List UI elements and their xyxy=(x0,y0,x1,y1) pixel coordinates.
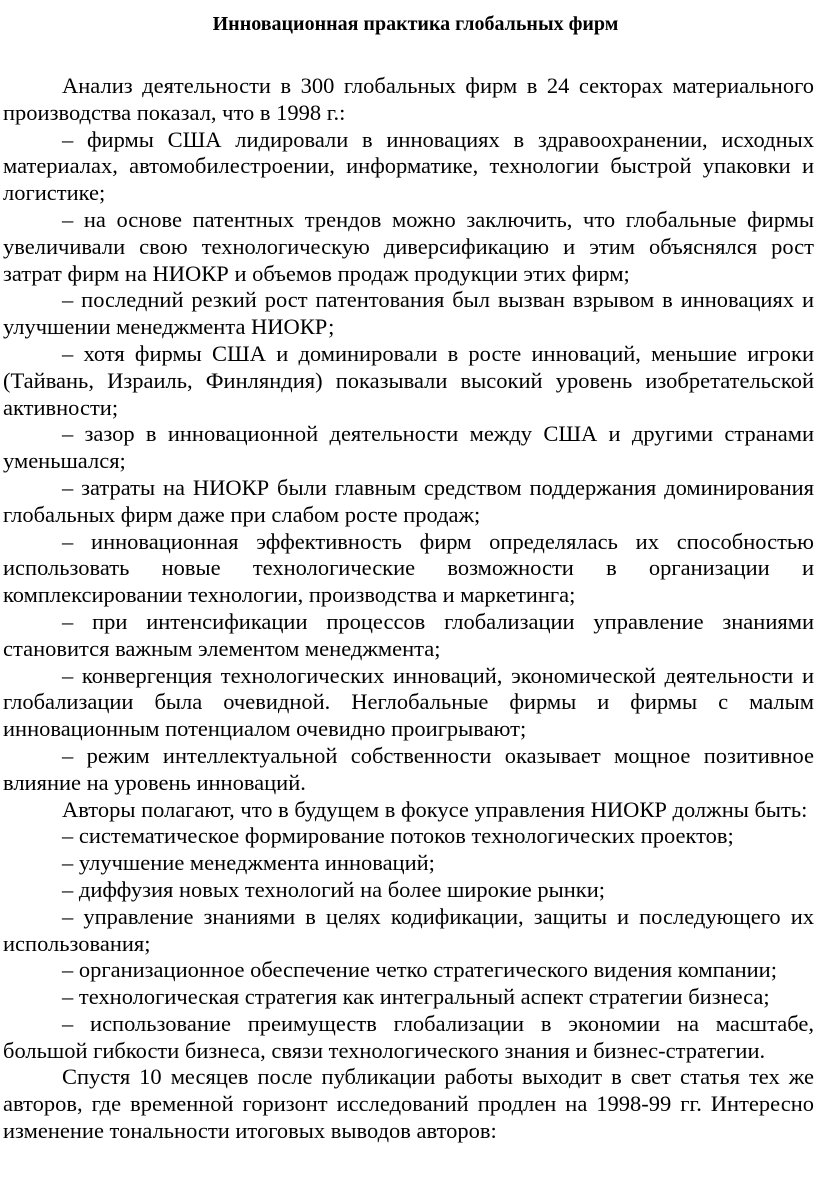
list-item-technology-diffusion: – диффузия новых технологий на более широкие рынки; xyxy=(62,876,606,902)
list-item-convergence: – конвергенция технологических инноваций, экономической деятельности и глобализации была очевидной. Неглобальные фирмы и фирмы с малым инновационным потенциалом очевидно проигрывают; xyxy=(3,662,814,742)
list-item-tech-strategy: – технологическая стратегия как интегральный аспект стратегии бизнеса; xyxy=(62,984,770,1010)
list-item-patent-trends: – на основе патентных трендов можно заключить, что глобальные фирмы увеличивали свою технологическую диверсификацию и этим объяснялся рост затрат фирм на НИОКР и объемов продаж продукции этих фирм; xyxy=(3,206,814,286)
list-item-knowledge-codification: – управление знаниями в целях кодификации, защиты и последующего их использования; xyxy=(3,903,814,956)
list-item-project-streams: – систематическое формирование потоков технологических проектов; xyxy=(62,823,734,849)
list-item-globalization-advantages: – использование преимуществ глобализации в экономии на масштабе, большой гибкости бизнеса, связи технологического знания и бизнес-стратегии. xyxy=(3,1010,814,1063)
list-item-gap-shrinking: – зазор в инновационной деятельности между США и другими странами уменьшался; xyxy=(3,421,814,474)
list-item-smaller-players: – хотя фирмы США и доминировали в росте инноваций, меньшие игроки (Тайвань, Израиль, Финляндия) показывали высокий уровень изобретательской активности; xyxy=(3,340,814,420)
paragraph-authors-future: Авторы полагают, что в будущем в фокусе управления НИОКР должны быть: xyxy=(62,796,808,822)
paragraph-follow-up-article: Спустя 10 месяцев после публикации работы выходит в свет статья тех же авторов, где временной горизонт исследований продлен на 1998-99 гг. Интересно изменение тональности итоговых выводов авторов: xyxy=(3,1064,814,1144)
list-item-innovation-management: – улучшение менеджмента инноваций; xyxy=(62,850,435,876)
list-item-us-leadership: – фирмы США лидировали в инновациях в здравоохранении, исходных материалах, автомобилестроении, информатике, технологии быстрой упаковки и логистике; xyxy=(3,126,814,206)
list-item-ip-regime: – режим интеллектуальной собственности оказывает мощное позитивное влияние на уровень инноваций. xyxy=(3,742,814,795)
paragraph-intro: Анализ деятельности в 300 глобальных фирм в 24 секторах материального производства показал, что в 1998 г.: xyxy=(3,73,814,125)
list-item-innovation-efficiency: – инновационная эффективность фирм определялась их способностью использовать новые технологические возможности в организации и комплексировании технологии, производства и маркетинга; xyxy=(3,528,814,608)
list-item-rnd-spending: – затраты на НИОКР были главным средством поддержания доминирования глобальных фирм даже при слабом росте продаж; xyxy=(3,474,814,527)
list-item-patenting-growth: – последний резкий рост патентования был вызван взрывом в инновациях и улучшении менеджмента НИОКР; xyxy=(3,287,814,340)
list-item-knowledge-management: – при интенсификации процессов глобализации управление знаниями становится важным элементом менеджмента; xyxy=(3,608,814,661)
list-item-strategic-vision: – организационное обеспечение четко стратегического видения компании; xyxy=(62,957,777,983)
document-title: Инновационная практика глобальных фирм xyxy=(212,13,619,35)
